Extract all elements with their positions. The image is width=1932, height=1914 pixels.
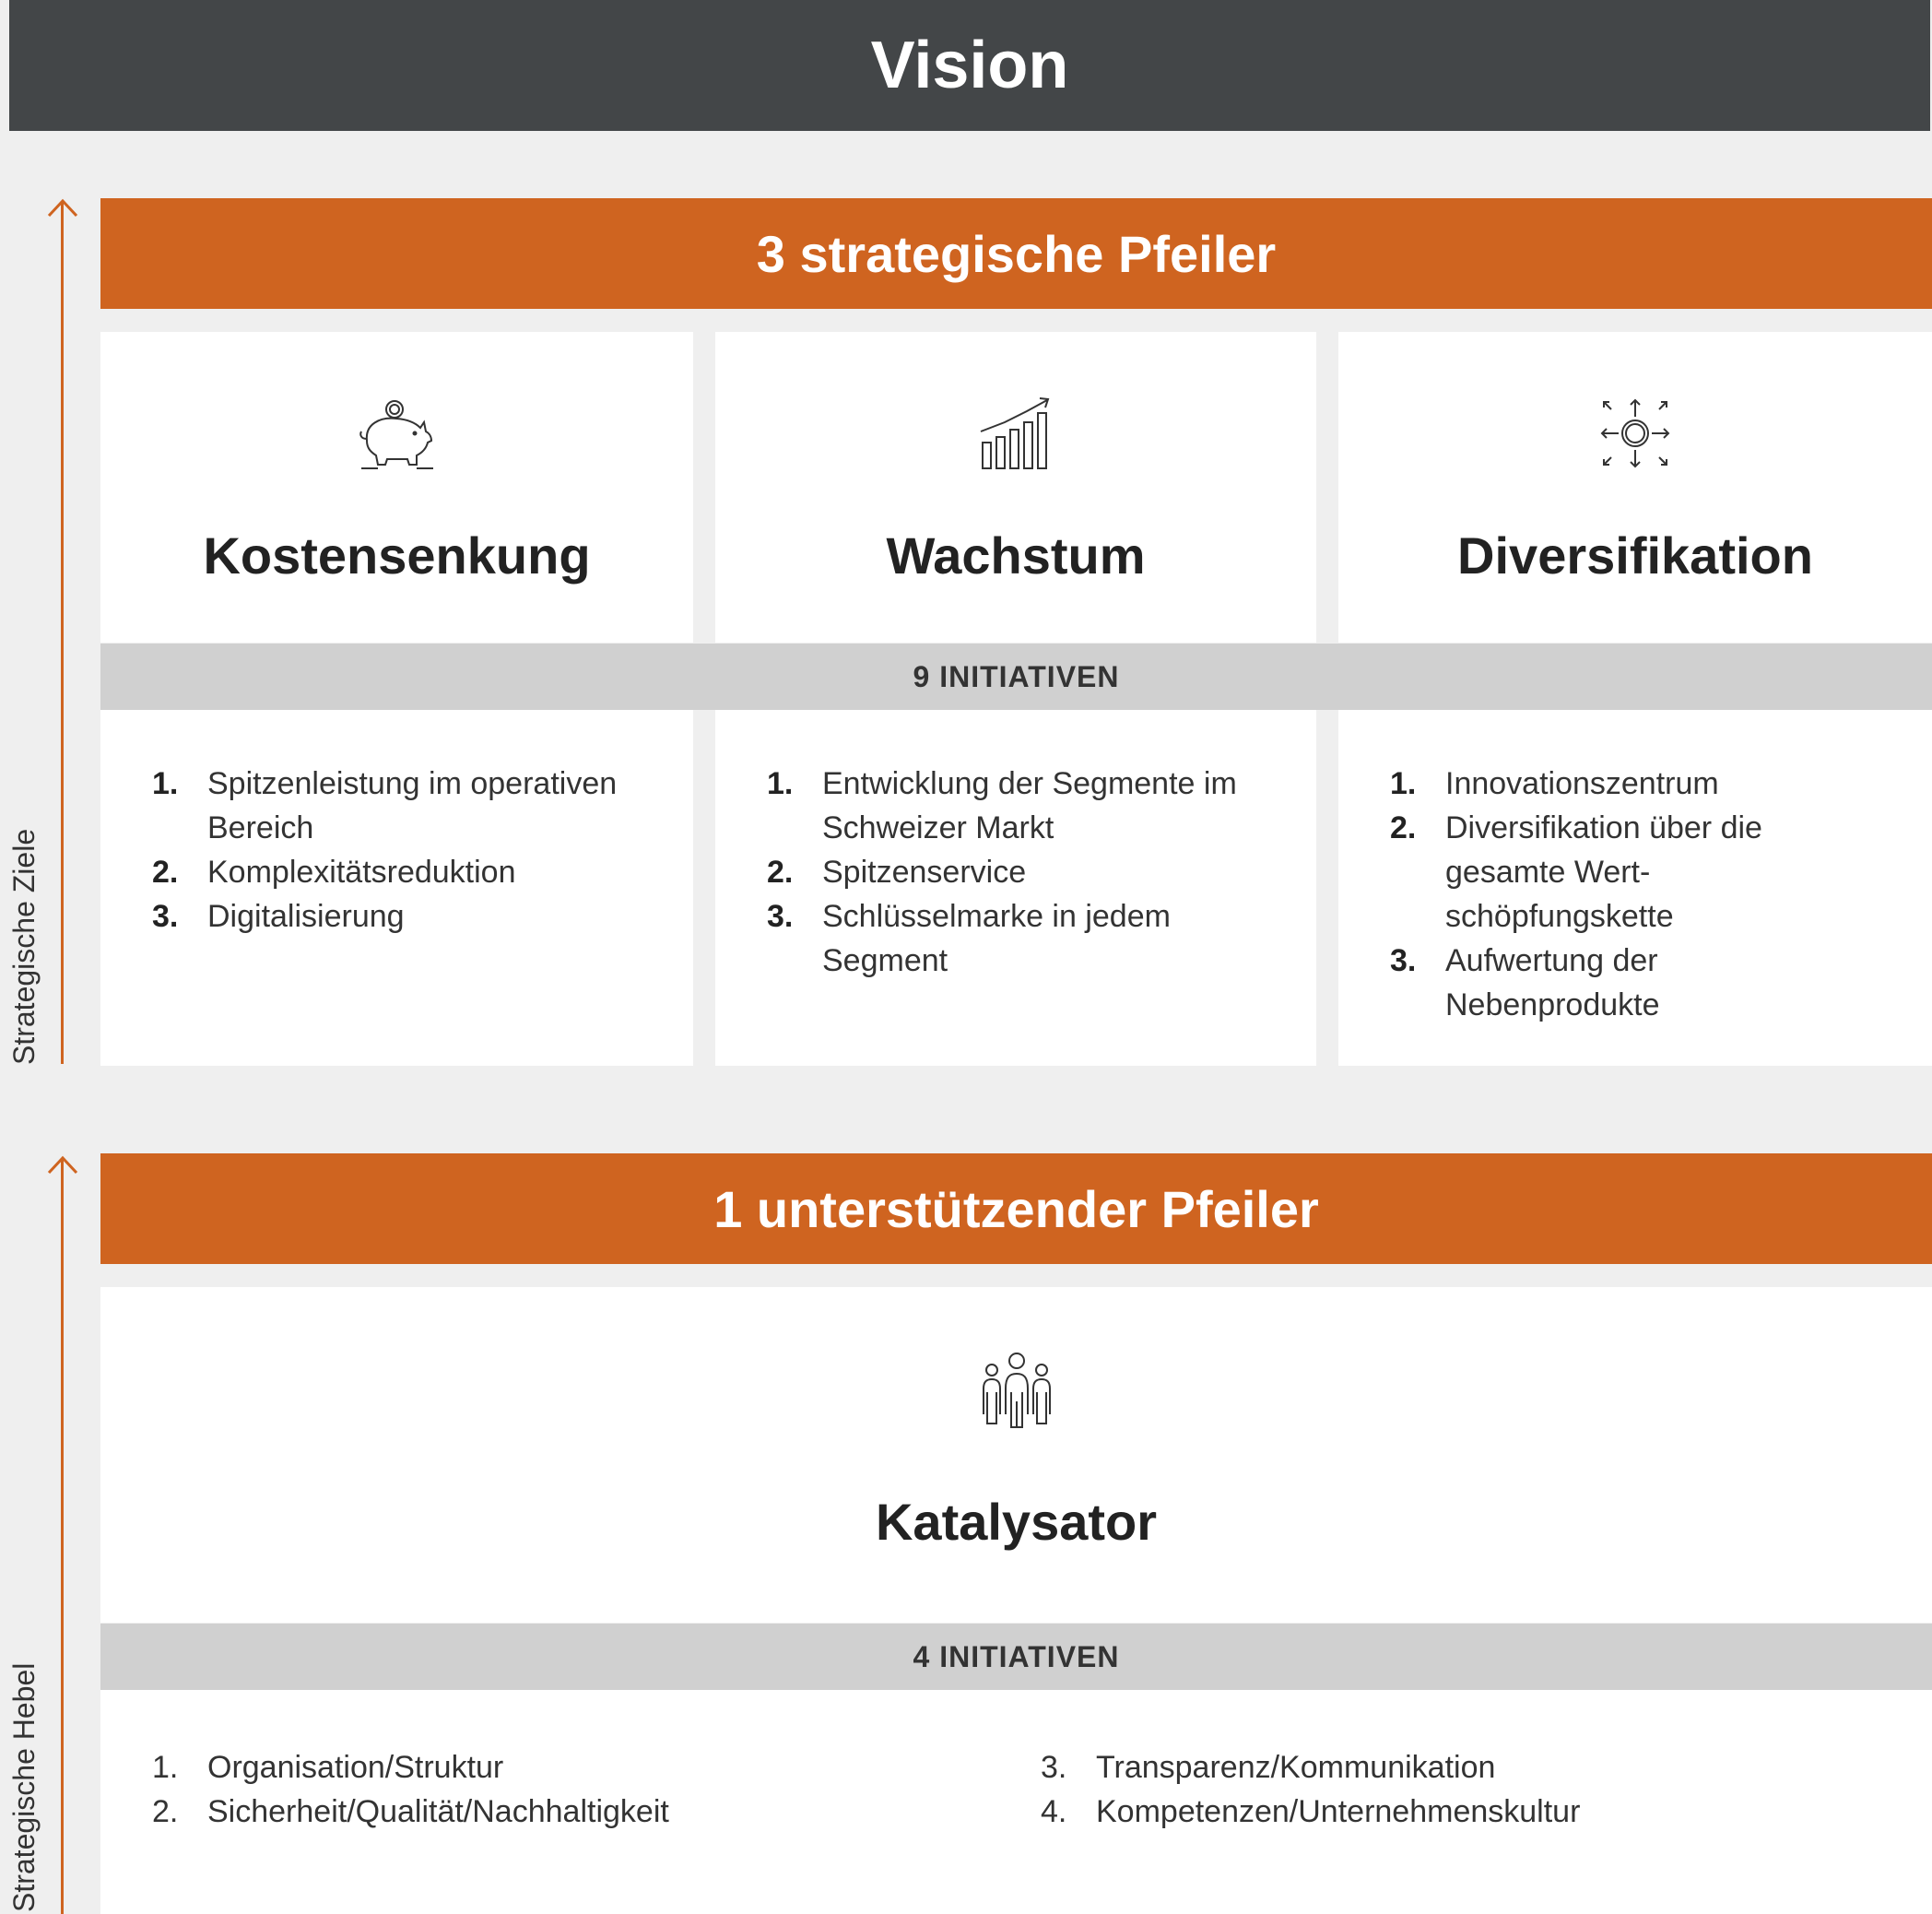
catalyst-card xyxy=(100,1287,1932,1623)
list-item: 1. Entwicklung der Segmente im Schweizer Markt xyxy=(767,766,1237,845)
pillar-title-kostensenkung: Kostensenkung xyxy=(203,526,591,585)
side-label-strategic-goals: Strategische Ziele xyxy=(7,828,41,1065)
initiatives-panel-kostensenkung xyxy=(100,710,693,1066)
initiatives-panel-wachstum xyxy=(715,710,1316,1066)
side-label-strategic-levers: Strategische Hebel xyxy=(7,1662,41,1912)
list-item: 3. Aufwertung der Nebenprodukte xyxy=(1390,943,1660,1022)
initiatives-panel-diversifikation xyxy=(1338,710,1932,1066)
strategic-pillars-header: 3 strategische Pfeiler xyxy=(100,198,1932,309)
piggy-bank-icon xyxy=(356,396,439,470)
pillar-card-wachstum xyxy=(715,332,1316,643)
vision-header: Vision xyxy=(9,0,1930,131)
initiatives-list-catalyst-right xyxy=(1041,1745,1870,1834)
list-item: 1. Innovationszentrum xyxy=(1390,766,1719,801)
list-item: 2. Sicherheit/Qualität/Nachhaltigkeit xyxy=(152,1794,669,1829)
arrow-up-icon xyxy=(46,195,79,218)
initiatives-bar-strategic: 9 INITIATIVEN xyxy=(100,644,1932,710)
pillar-title-diversifikation: Diversifikation xyxy=(1457,526,1813,585)
pillar-card-kostensenkung xyxy=(100,332,693,643)
initiatives-list-diversifikation xyxy=(1390,762,1805,1027)
arrow-up-icon xyxy=(46,1152,79,1175)
initiatives-panel-catalyst xyxy=(100,1690,1932,1914)
initiatives-bar-supporting: 4 INITIATIVEN xyxy=(100,1624,1932,1690)
catalyst-title: Katalysator xyxy=(875,1493,1158,1551)
initiatives-list-wachstum xyxy=(767,762,1265,983)
pillar-card-diversifikation xyxy=(1338,332,1932,643)
people-group-icon xyxy=(980,1350,1054,1433)
list-item: 4. Kompetenzen/Unternehmenskultur xyxy=(1041,1794,1581,1829)
strategic-levers-axis xyxy=(61,1158,64,1914)
initiatives-list-kostensenkung xyxy=(152,762,668,939)
list-item: 2. Spitzenservice xyxy=(767,855,1027,890)
list-item: 2. Diversifikation über die gesamte Wert-schöpfungskette xyxy=(1390,810,1762,934)
strategic-goals-axis xyxy=(61,201,64,1064)
list-item: 2. Komplexitätsreduktion xyxy=(152,855,516,890)
list-item: 1. Organisation/Struktur xyxy=(152,1750,504,1785)
list-item: 3. Schlüsselmarke in jedem Segment xyxy=(767,899,1171,978)
list-item: 3. Digitalisierung xyxy=(152,899,405,934)
initiatives-list-catalyst-left xyxy=(152,1745,982,1834)
list-item: 1. Spitzenleistung im operativen Bereich xyxy=(152,766,618,845)
list-item: 3. Transparenz/Kommunikation xyxy=(1041,1750,1496,1785)
growth-chart-icon xyxy=(977,395,1054,472)
diversification-icon xyxy=(1596,395,1674,472)
supporting-pillar-header: 1 unterstützender Pfeiler xyxy=(100,1153,1932,1264)
pillar-title-wachstum: Wachstum xyxy=(886,526,1146,585)
